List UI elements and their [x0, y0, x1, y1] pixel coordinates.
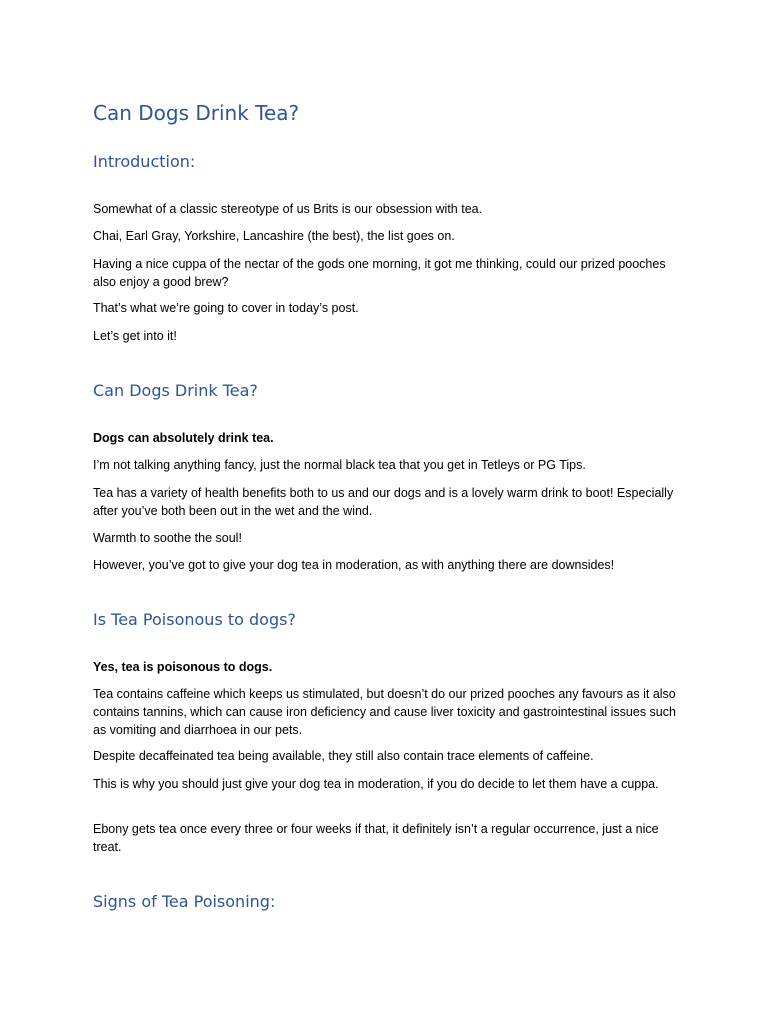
heading-can-dogs-drink-tea: Can Dogs Drink Tea? — [93, 381, 258, 400]
paragraph: Tea contains caffeine which keeps us stimulated, but doesn’t do our prized pooches any favours as it also contains tannins, which can cause iron deficiency and cause liver toxicity and gastrointestinal issues such as vomiting and diarrhoea in our pets. — [93, 687, 676, 737]
paragraph-bold: Dogs can absolutely drink tea. — [93, 431, 274, 445]
paragraph-bold: Yes, tea is poisonous to dogs. — [93, 660, 273, 674]
paragraph: Having a nice cuppa of the nectar of the gods one morning, it got me thinking, could our prized pooches also enjoy a good brew? — [93, 257, 666, 289]
paragraph: Let’s get into it! — [93, 329, 177, 343]
paragraph: This is why you should just give your dog tea in moderation, if you do decide to let them have a cuppa. — [93, 777, 659, 791]
heading-is-tea-poisonous: Is Tea Poisonous to dogs? — [93, 610, 296, 629]
document-title: Can Dogs Drink Tea? — [93, 101, 300, 125]
paragraph: I’m not talking anything fancy, just the normal black tea that you get in Tetleys or PG Tips. — [93, 458, 586, 472]
paragraph: Chai, Earl Gray, Yorkshire, Lancashire (the best), the list goes on. — [93, 229, 455, 243]
paragraph: Warmth to soothe the soul! — [93, 531, 242, 545]
paragraph: However, you’ve got to give your dog tea in moderation, as with anything there are downsides! — [93, 558, 615, 572]
paragraph: Somewhat of a classic stereotype of us Brits is our obsession with tea. — [93, 202, 483, 216]
heading-introduction: Introduction: — [93, 152, 196, 171]
paragraph: Despite decaffeinated tea being available, they still also contain trace elements of caffeine. — [93, 749, 594, 763]
paragraph: Ebony gets tea once every three or four weeks if that, it definitely isn’t a regular occurrence, just a nice treat. — [93, 822, 659, 854]
paragraph: That’s what we’re going to cover in today’s post. — [93, 301, 359, 315]
paragraph: Tea has a variety of health benefits both to us and our dogs and is a lovely warm drink to boot! Especially after you’ve both been out in the wet and the wind. — [93, 486, 674, 518]
heading-signs-of-tea-poisoning: Signs of Tea Poisoning: — [93, 892, 276, 911]
